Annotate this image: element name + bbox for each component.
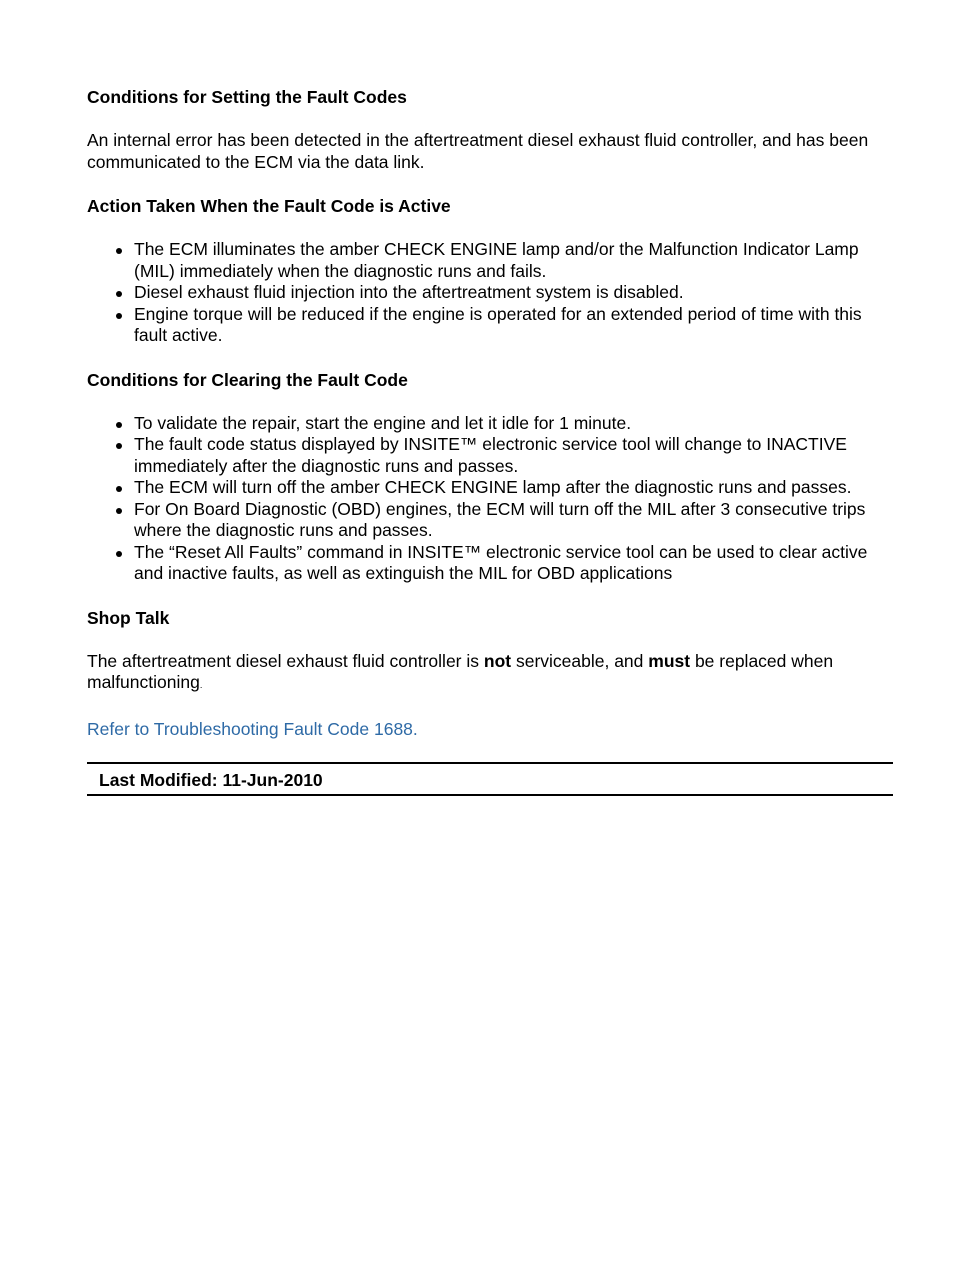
heading-action-taken: Action Taken When the Fault Code is Active bbox=[87, 196, 451, 216]
list-item: Engine torque will be reduced if the engine is operated for an extended period of time with this fault active. bbox=[134, 304, 893, 347]
list-item: The fault code status displayed by INSITE™ electronic service tool will change to INACTIVE immediately after the diagnostic runs and passes. bbox=[134, 434, 893, 477]
clearing-conditions-list bbox=[87, 413, 893, 585]
list-item: Diesel exhaust fluid injection into the aftertreatment system is disabled. bbox=[134, 282, 893, 304]
shop-talk-text bbox=[87, 651, 893, 697]
list-item: The ECM will turn off the amber CHECK ENGINE lamp after the diagnostic runs and passes. bbox=[134, 477, 893, 499]
action-taken-list bbox=[87, 239, 893, 347]
list-item: To validate the repair, start the engine and let it idle for 1 minute. bbox=[134, 413, 893, 435]
setting-conditions-text: An internal error has been detected in the aftertreatment diesel exhaust fluid controller, and has been communicated to the ECM via the data link. bbox=[87, 130, 869, 172]
shop-talk-emphasis-must: must bbox=[648, 650, 691, 671]
shop-talk-part-1: The aftertreatment diesel exhaust fluid controller is bbox=[87, 650, 484, 671]
list-item: The “Reset All Faults” command in INSITE™ electronic service tool can be used to clear active and inactive faults, as well as extinguish the MIL for OBD applications bbox=[134, 542, 893, 585]
shop-talk-part-2: serviceable, and bbox=[511, 650, 649, 671]
shop-talk-emphasis-not: not bbox=[483, 650, 512, 671]
shop-talk-period: . bbox=[199, 680, 203, 690]
list-item: For On Board Diagnostic (OBD) engines, the ECM will turn off the MIL after 3 consecutive trips where the diagnostic runs and passes. bbox=[134, 499, 893, 542]
heading-setting-conditions: Conditions for Setting the Fault Codes bbox=[87, 87, 407, 107]
troubleshooting-link[interactable]: Refer to Troubleshooting Fault Code 1688. bbox=[87, 718, 418, 739]
heading-clearing-conditions: Conditions for Clearing the Fault Code bbox=[87, 369, 408, 390]
heading-shop-talk: Shop Talk bbox=[87, 607, 170, 628]
list-item: The ECM illuminates the amber CHECK ENGINE lamp and/or the Malfunction Indicator Lamp (MIL) immediately when the diagnostic runs and fails. bbox=[134, 239, 893, 282]
footer-last-modified: Last Modified: 11-Jun-2010 bbox=[87, 762, 893, 796]
shop-talk-part-3: be replaced when malfunctioning bbox=[87, 650, 834, 692]
document-page bbox=[87, 86, 893, 796]
